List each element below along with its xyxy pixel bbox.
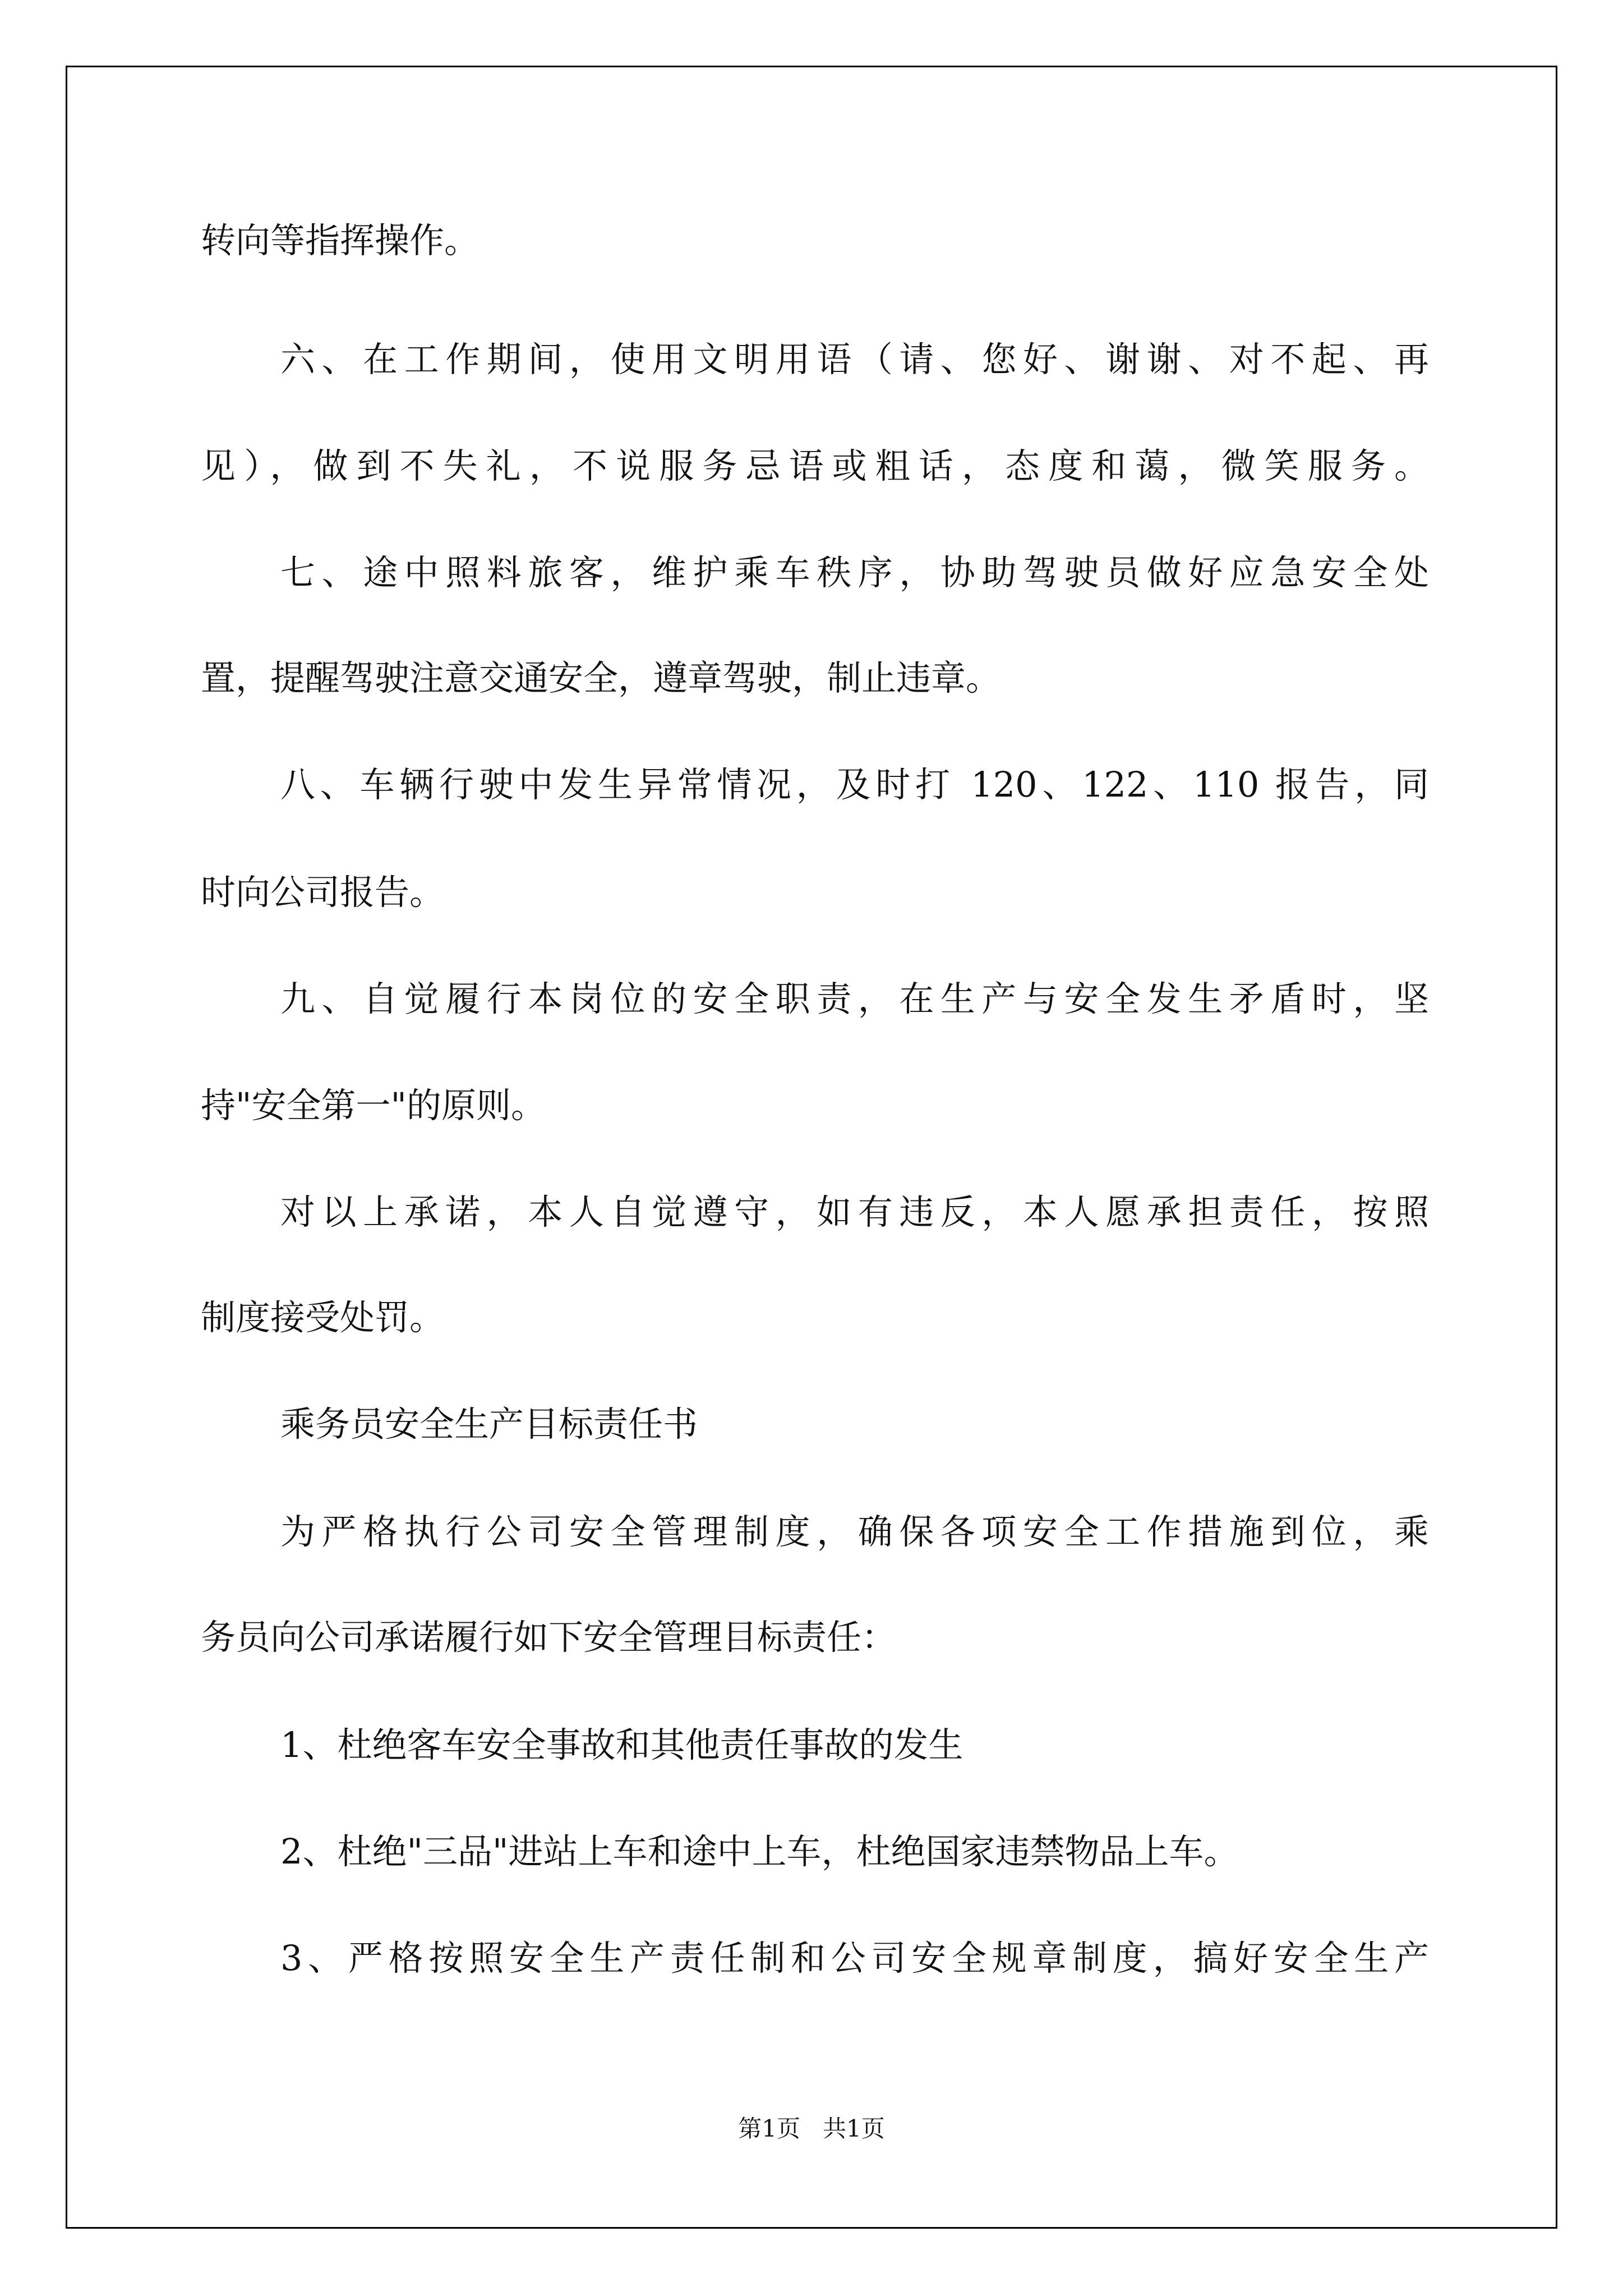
text-line: 对以上承诺，本人自觉遵守，如有违反，本人愿承担责任，按照 (280, 1191, 1429, 1232)
text-line: 制度接受处罚。 (201, 1297, 445, 1338)
list-item: 2、杜绝"三品"进站上车和途中上车，杜绝国家违禁物品上车。 (280, 1831, 1239, 1872)
text-line: 六、在工作期间，使用文明用语（请、您好、谢谢、对不起、再 (280, 339, 1429, 380)
section-title: 乘务员安全生产目标责任书 (280, 1404, 698, 1444)
page-number: 第1页 共1页 (738, 2115, 885, 2142)
text-line: 置，提醒驾驶注意交通安全，遵章驾驶，制止违章。 (201, 657, 1001, 698)
text-line: 见），做到不失礼，不说服务忌语或粗话，态度和蔼，微笑服务。 (201, 445, 1429, 486)
text-line: 七、途中照料旅客，维护乘车秩序，协助驾驶员做好应急安全处 (280, 552, 1429, 593)
text-line: 务员向公司承诺履行如下安全管理目标责任： (201, 1617, 897, 1658)
list-item: 3、严格按照安全生产责任制和公司安全规章制度，搞好安全生产 (280, 1938, 1429, 1978)
text-line: 转向等指挥操作。 (201, 220, 479, 261)
text-line: 九、自觉履行本岗位的安全职责，在生产与安全发生矛盾时，坚 (280, 978, 1429, 1019)
text-line: 八、车辆行驶中发生异常情况，及时打 120、122、110 报告，同 (280, 764, 1429, 805)
text-line: 持"安全第一"的原则。 (201, 1085, 546, 1126)
page-border (66, 66, 1557, 2229)
text-line: 时向公司报告。 (201, 872, 445, 913)
list-item: 1、杜绝客车安全事故和其他责任事故的发生 (280, 1724, 963, 1765)
text-line: 为严格执行公司安全管理制度，确保各项安全工作措施到位，乘 (280, 1511, 1429, 1552)
